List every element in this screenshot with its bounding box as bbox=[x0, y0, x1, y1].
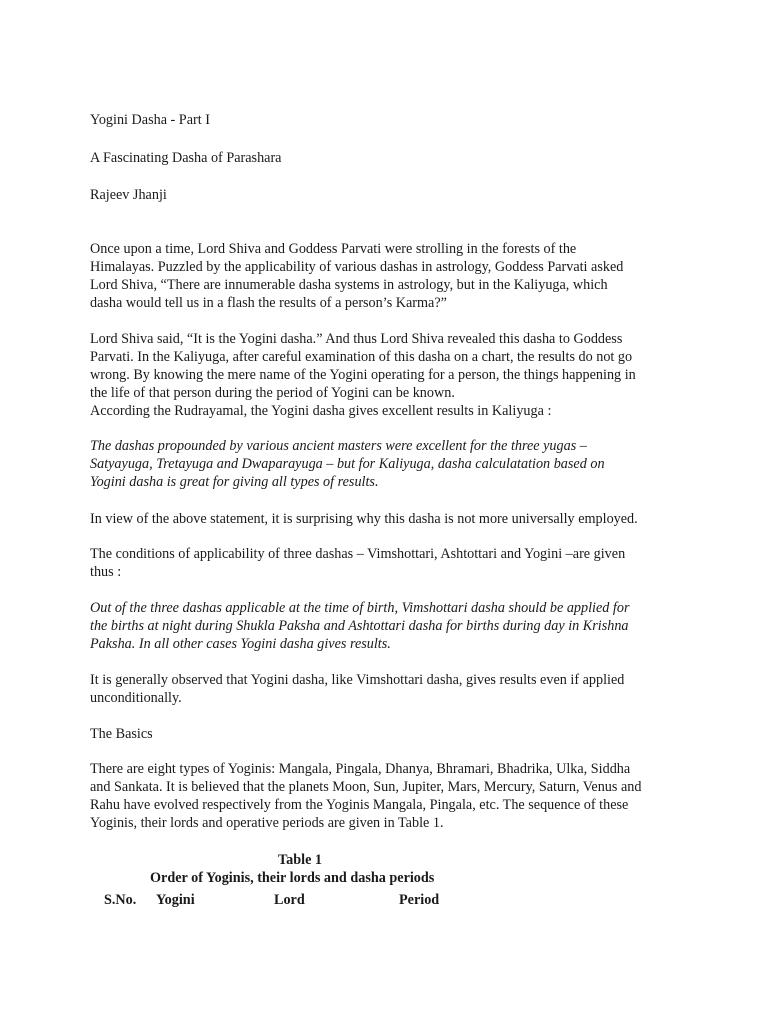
quote-line: Yogini dasha is great for giving all types of results. bbox=[90, 474, 379, 490]
paragraph-line: thus : bbox=[90, 564, 122, 580]
paragraph-line: wrong. By knowing the mere name of the Yogini operating for a person, the things happening in bbox=[90, 367, 636, 383]
paragraph-line: Lord Shiva, “There are innumerable dasha systems in astrology, but in the Kaliyuga, which bbox=[90, 277, 608, 293]
paragraph-line: Rahu have evolved respectively from the Yoginis Mangala, Pingala, etc. The sequence of these bbox=[90, 797, 629, 813]
paragraph-line: Once upon a time, Lord Shiva and Goddess Parvati were strolling in the forests of the bbox=[90, 241, 577, 257]
quote-line: Paksha. In all other cases Yogini dasha gives results. bbox=[90, 636, 391, 652]
quote-applicability bbox=[90, 599, 698, 653]
quote-line: the births at night during Shukla Paksha and Ashtottari dasha for births during day in Krishna bbox=[90, 618, 629, 634]
document-title: Yogini Dasha - Part I bbox=[90, 112, 210, 128]
table-header-sno: S.No. bbox=[104, 892, 137, 908]
quote-line: Satyayuga, Tretayuga and Dwaparayuga – but for Kaliyuga, dasha calculatation based on bbox=[90, 456, 605, 472]
table-header-yogini: Yogini bbox=[156, 892, 195, 908]
table-header-lord: Lord bbox=[274, 892, 305, 908]
paragraph-line: the life of that person during the period of Yogini can be known. bbox=[90, 385, 455, 401]
paragraph-line: and Sankata. It is believed that the planets Moon, Sun, Jupiter, Mars, Mercury, Saturn, Venus and bbox=[90, 779, 642, 795]
document-subtitle: A Fascinating Dasha of Parashara bbox=[90, 150, 282, 166]
paragraph-line: According the Rudrayamal, the Yogini dasha gives excellent results in Kaliyuga : bbox=[90, 403, 552, 419]
paragraph-4 bbox=[90, 545, 698, 581]
paragraph-line: There are eight types of Yoginis: Mangala, Pingala, Dhanya, Bhramari, Bhadrika, Ulka, Siddha bbox=[90, 761, 631, 777]
paragraph-line: It is generally observed that Yogini dasha, like Vimshottari dasha, gives results even if applied bbox=[90, 672, 625, 688]
section-heading-basics bbox=[90, 725, 698, 743]
paragraph-5 bbox=[90, 671, 698, 707]
paragraph-line: In view of the above statement, it is surprising why this dasha is not more universally employed. bbox=[90, 511, 638, 527]
quote-line: Out of the three dashas applicable at the time of birth, Vimshottari dasha should be applied for bbox=[90, 600, 630, 616]
paragraph-1 bbox=[90, 240, 698, 312]
table-caption: Order of Yoginis, their lords and dasha periods bbox=[150, 870, 435, 886]
quote-rudrayamal bbox=[90, 437, 698, 491]
table-label: Table 1 bbox=[278, 852, 323, 868]
paragraph-3 bbox=[90, 510, 698, 528]
paragraph-line: dasha would tell us in a flash the results of a person’s Karma?” bbox=[90, 295, 447, 311]
paragraph-line: Himalayas. Puzzled by the applicability of various dashas in astrology, Goddess Parvati asked bbox=[90, 259, 624, 275]
paragraph-line: The conditions of applicability of three dashas – Vimshottari, Ashtottari and Yogini –are given bbox=[90, 546, 626, 562]
paragraph-6 bbox=[90, 760, 698, 832]
paragraph-line: Parvati. In the Kaliyuga, after careful examination of this dasha on a chart, the results do not go bbox=[90, 349, 633, 365]
section-heading: The Basics bbox=[90, 726, 153, 742]
quote-line: The dashas propounded by various ancient masters were excellent for the three yugas – bbox=[90, 438, 587, 454]
document-author: Rajeev Jhanji bbox=[90, 187, 167, 203]
paragraph-line: unconditionally. bbox=[90, 690, 182, 706]
paragraph-2 bbox=[90, 330, 698, 420]
paragraph-line: Lord Shiva said, “It is the Yogini dasha.” And thus Lord Shiva revealed this dasha to Goddess bbox=[90, 331, 623, 347]
paragraph-line: Yoginis, their lords and operative periods are given in Table 1. bbox=[90, 815, 444, 831]
table-header-period: Period bbox=[399, 892, 440, 908]
